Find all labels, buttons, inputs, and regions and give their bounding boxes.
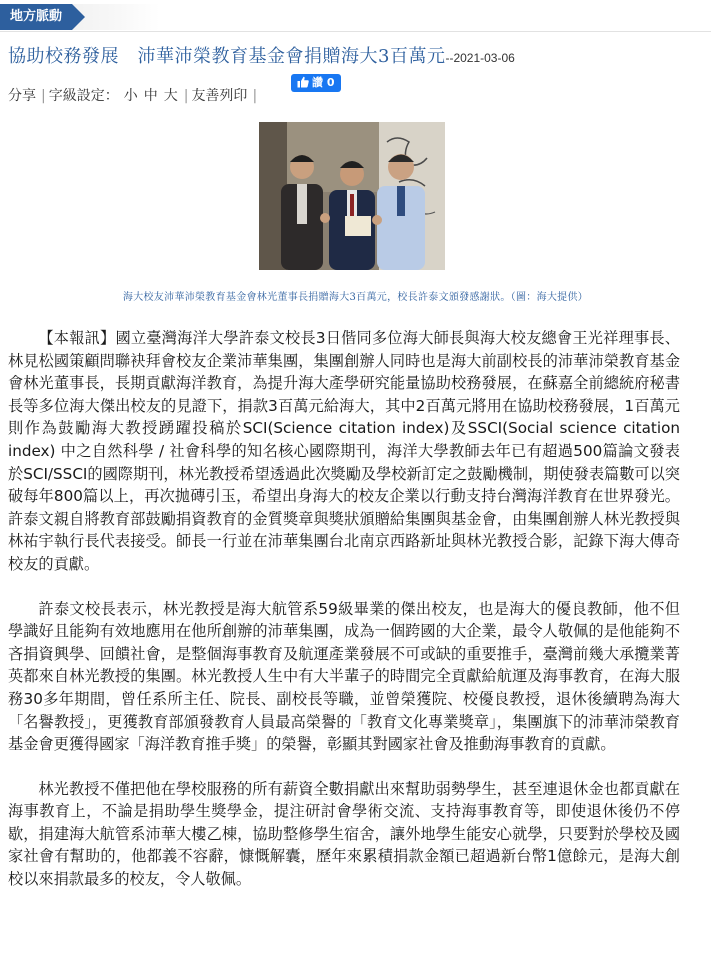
font-size-small[interactable]: 小 [123, 88, 138, 104]
article-body [8, 327, 680, 913]
article-paragraph: 林光教授不僅把他在學校服務的所有薪資全數捐獻出來幫助弱勢學生，甚至連退休金也都貢獻在海事教育上，不論是捐助學生獎學金，提注研討會學術交流、支持海事教育等，即使退休後仍不停歇，捐建海大航管系沛華大樓乙棟，協助整修學生宿舍，讓外地學生能安心就學，只要對於學校及國家社會有幫助的，他都義不容辭，慷慨解囊，歷年來累積捐款金額已超過新台幣1億餘元，是海大創校以來捐款最多的校友，令人敬佩。 [8, 779, 680, 889]
section-tab[interactable]: 地方脈動 [0, 4, 72, 30]
separator: | [183, 88, 189, 104]
article-paragraph: 【本報訊】國立臺灣海洋大學許泰文校長3日偕同多位海大師長與海大校友總會王光祥理事長、林見松國策顧問聯袂拜會校友企業沛華集團，集團創辦人同時也是海大前副校長的沛華沛榮教育基金會林光董事長，長期貢獻海洋教育，為提升海大產學研究能量協助校務發展，在蘇嘉全前總統府秘書長等多位海大傑出校友的見證下，捐款3百萬元給海大，其中2百萬元將用在協助校務發展，1百萬元則作為鼓勵海大教授踴躍投稿於SCI(Science citation index)及SSCI(Social science citation index) 中之自然科學 / 社會科學的知名核心國際期刊，海洋大學教師去年已有超過500篇論文發表於SCI/SSCI的國際期刊，林光教授希望透過此次獎勵及學校新訂定之鼓勵機制，期使發表篇數可以突破每年800篇以上，再次拋磚引玉，希望出身海大的校友企業以行動支持台灣海洋教育在世界發光。許泰文親自將教育部鼓勵捐資教育的金質獎章與獎狀頒贈給集團與基金會，由集團創辦人林光教授與林祐宇執行長代表接受。師長一行並在沛華集團台北南京西路新址與林光教授合影，記錄下海大傳奇校友的貢獻。 [8, 329, 680, 573]
photo-caption: 海大校友沛華沛榮教育基金會林光董事長捐贈海大3百萬元，校長許泰文頒發感謝狀。（圖：海大提供） [122, 292, 589, 303]
share-link[interactable]: 分享 [8, 88, 36, 104]
article-toolbar [8, 85, 260, 105]
article-headline [8, 42, 708, 68]
article-date: --2021-03-06 [445, 51, 515, 65]
divider [0, 31, 711, 32]
font-setting-label: 字級設定： [48, 88, 119, 104]
article-paragraph: 許泰文校長表示，林光教授是海大航管系59級畢業的傑出校友，也是海大的優良教師，他不但學識好且能夠有效地應用在他所創辦的沛華集團，成為一個跨國的大企業，最令人敬佩的是他能夠不吝捐資興學、回饋社會，是整個海事教育及航運產業發展不可或缺的重要推手，臺灣前幾大承攬業菁英都來自林光教授的集團。林光教授人生中有大半輩子的時間完全貢獻給航運及海事教育，在海大服務30多年期間，曾任系所主任、院長、副校長等職，並曾榮獲院、校優良教授，退休後續聘為海大「名譽教授」，更獲教育部頒發教育人員最高榮譽的「教育文化專業獎章」，集團旗下的沛華沛榮教育基金會更獲得國家「海洋教育推手獎」的榮譽，彰顯其對國家社會及推動海事教育的貢獻。 [8, 599, 680, 754]
separator: | [252, 88, 258, 104]
like-button[interactable] [291, 74, 341, 92]
thumbs-up-icon [297, 76, 309, 88]
separator: | [41, 88, 46, 104]
font-size-large[interactable]: 大 [163, 88, 178, 104]
print-link[interactable]: 友善列印 [191, 88, 248, 104]
font-size-medium[interactable]: 中 [143, 88, 158, 104]
like-label: 讚 0 [312, 76, 335, 89]
article-photo[interactable] [259, 122, 445, 270]
article-title: 協助校務發展 沛華沛榮教育基金會捐贈海大3百萬元 [8, 46, 446, 67]
section-tab-bar [0, 0, 711, 32]
photo-illustration [259, 122, 445, 270]
